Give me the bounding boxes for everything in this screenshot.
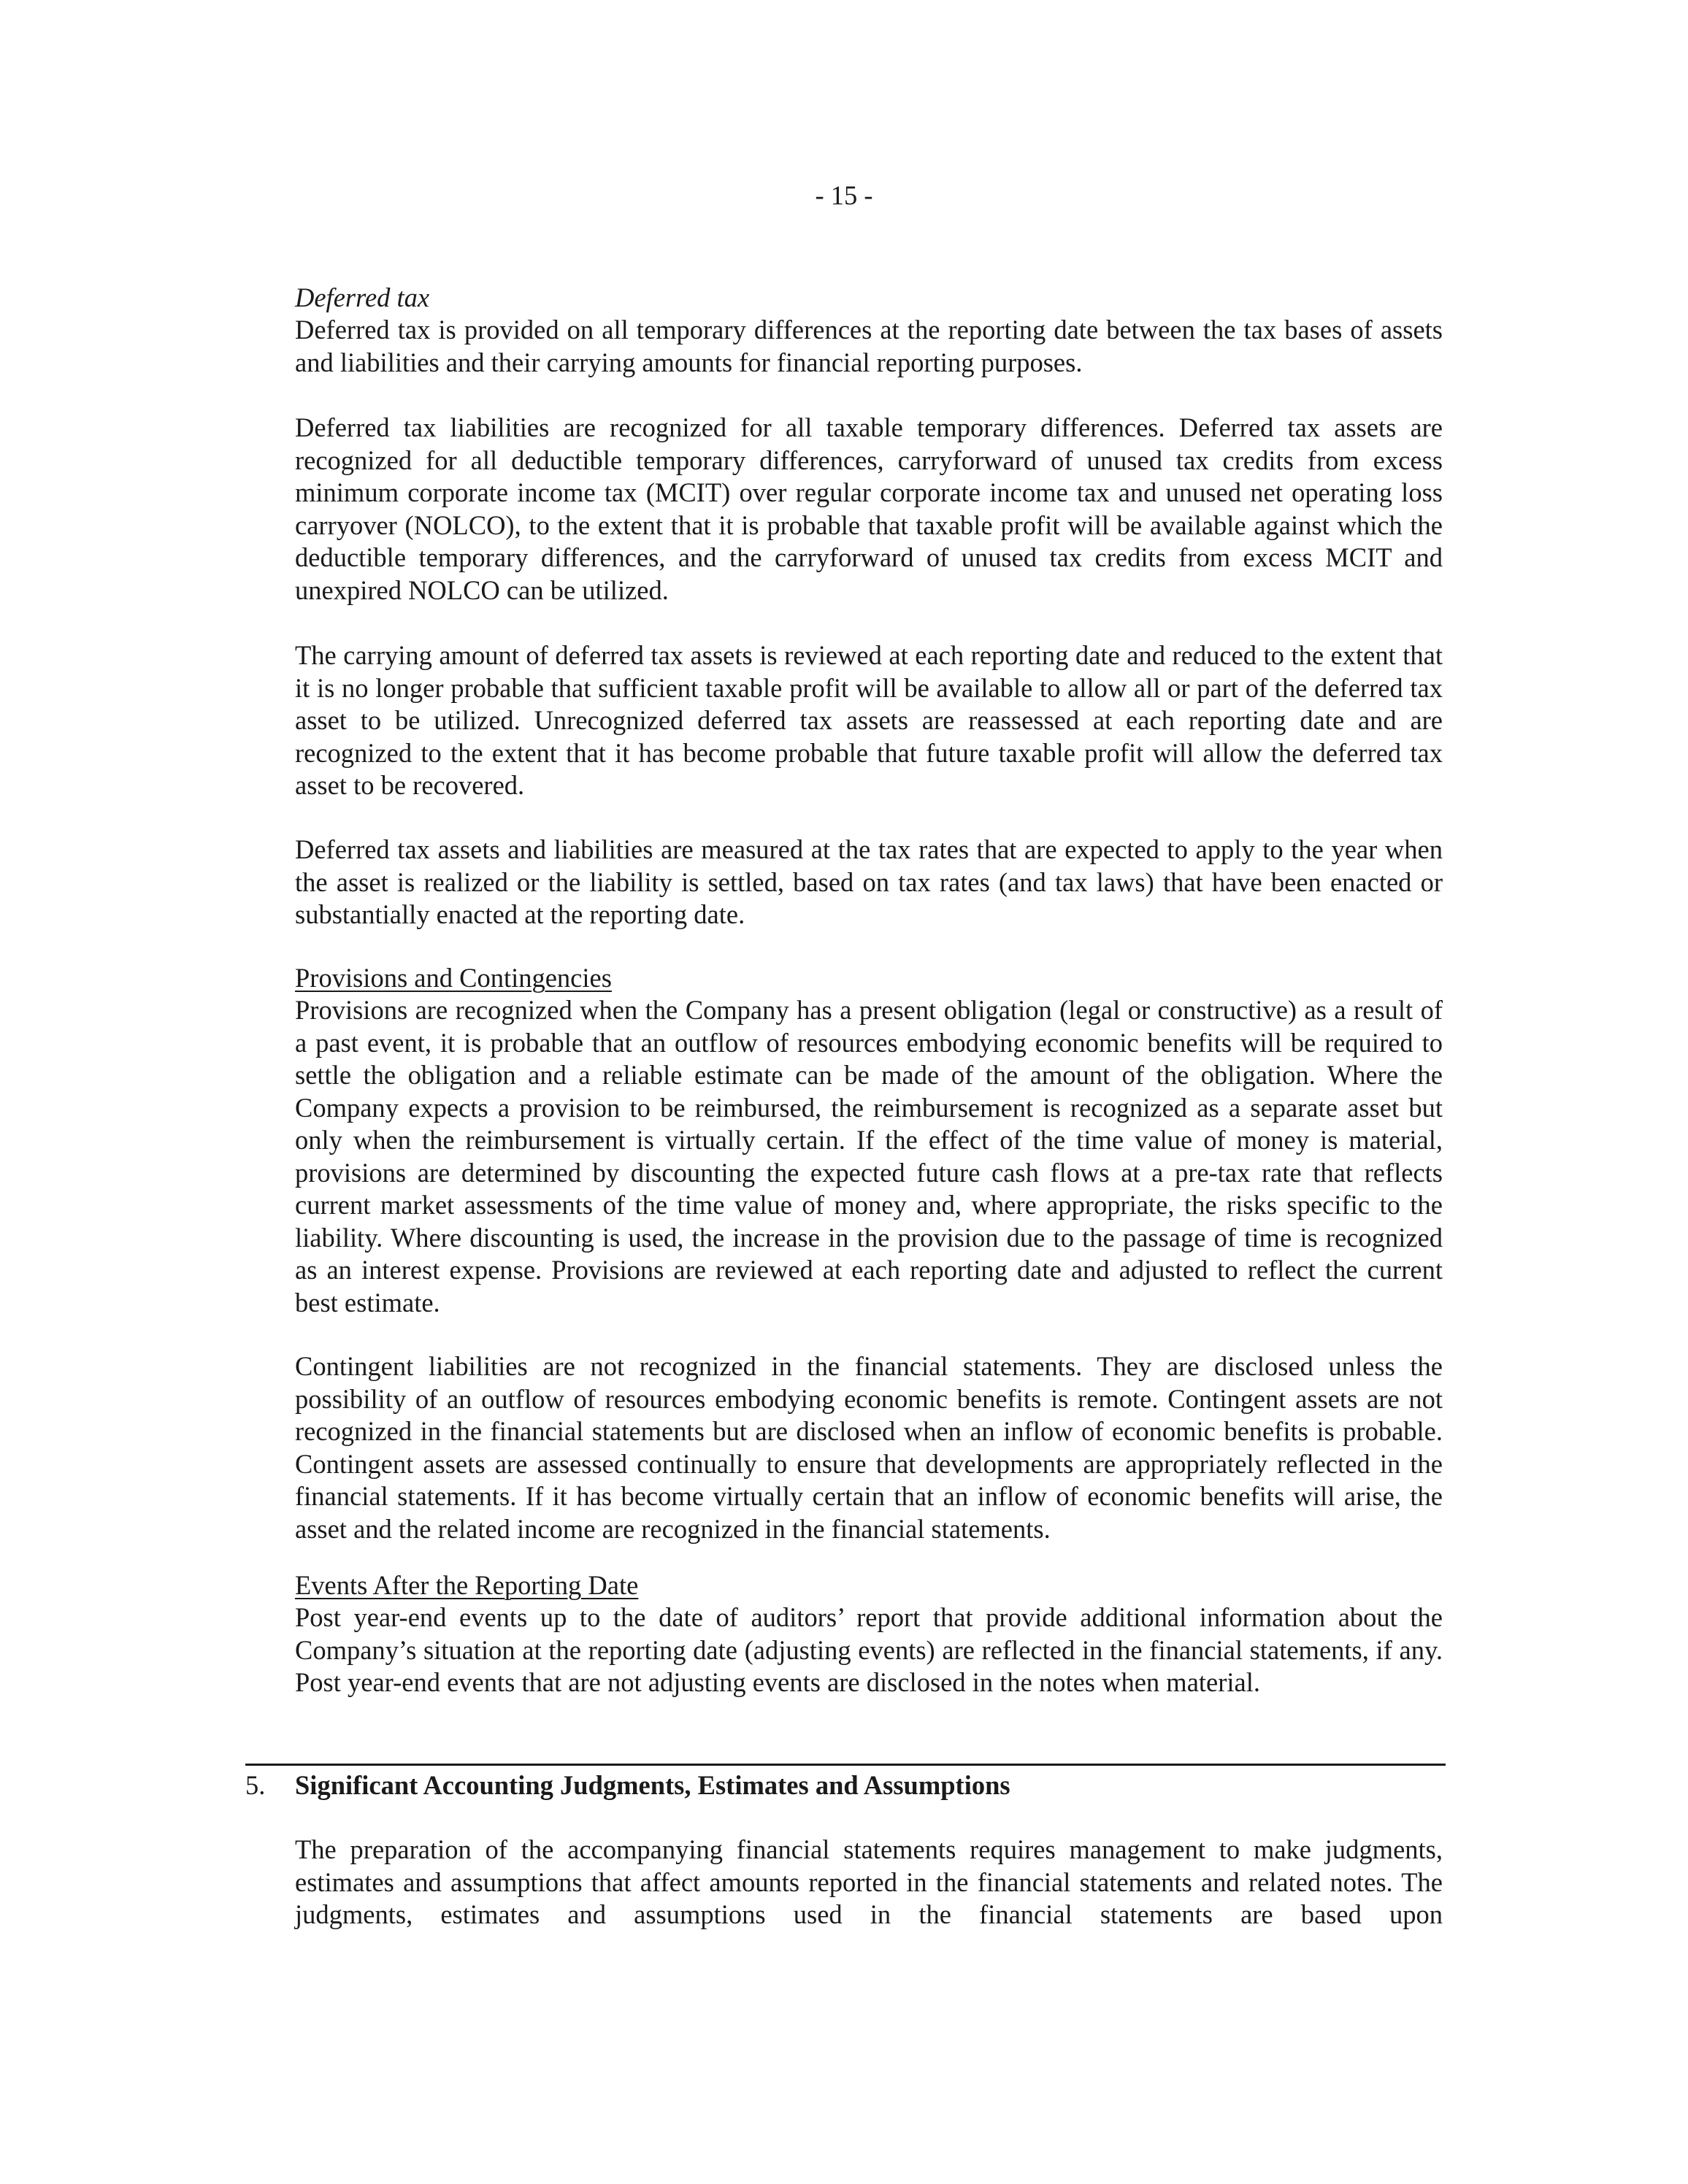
provisions-paragraph-1 — [295, 994, 1443, 1319]
deferred-tax-heading-block — [295, 282, 1443, 315]
section-divider — [245, 1764, 1446, 1766]
paragraph-text: Contingent liabilities are not recognized in the financial statements. They are disclosed unless the possibility of an outflow of resources embodying economic benefits is remote. Contingent assets are not recognized in the financial statements but are disclosed when an inflow of economic benefits is probable. Contingent assets are assessed continually to ensure that developments are appropriately reflected in the financial statements. If it has become virtually certain that an inflow of economic benefits will arise, the asset and the related income are recognized in the financial statements. — [295, 1351, 1443, 1544]
events-heading: Events After the Reporting Date — [295, 1570, 639, 1600]
deferred-tax-paragraph-1 — [295, 314, 1443, 379]
paragraph-text: Provisions are recognized when the Company has a present obligation (legal or constructive) as a result of a past event, it is probable that an outflow of resources embodying economic benefits will be required to settle the obligation and a reliable estimate can be made of the amount of the obligation. Where the Company expects a provision to be reimbursed, the reimbursement is recognized as a separate asset but only when the reimbursement is virtually certain. If the effect of the time value of money is material, provisions are determined by discounting the expected future cash flows at a pre-tax rate that reflects current market assessments of the time value of money and, where appropriate, the risks specific to the liability. Where discounting is used, the increase in the provision due to the passage of time is recognized as an interest expense. Provisions are reviewed at each reporting date and adjusted to reflect the current best estimate. — [295, 995, 1443, 1318]
paragraph-text: The preparation of the accompanying financial statements requires management to make judgments, estimates and assumptions that affect amounts reported in the financial statements and related notes. The judgments, estimates and assumptions used in the financial statements are based upon — [295, 1834, 1443, 1929]
deferred-tax-paragraph-4 — [295, 834, 1443, 931]
paragraph-text: Deferred tax assets and liabilities are measured at the tax rates that are expected to apply to the year when the asset is realized or the liability is settled, based on tax rates (and tax laws) that have been enacted or substantially enacted at the reporting date. — [295, 834, 1443, 929]
deferred-tax-paragraph-3 — [295, 639, 1443, 802]
paragraph-text: Deferred tax is provided on all temporary differences at the reporting date between the tax bases of assets and liabilities and their carrying amounts for financial reporting purposes. — [295, 315, 1443, 377]
page-number: - 15 - — [815, 180, 873, 210]
section-number: 5. — [245, 1770, 266, 1800]
events-paragraph-1 — [295, 1602, 1443, 1699]
events-heading-block — [295, 1569, 1443, 1602]
paragraph-text: Deferred tax liabilities are recognized for all taxable temporary differences. Deferred tax assets are recognized for all deductible temporary differences, carryforward of unused tax credits from excess minimum corporate income tax (MCIT) over regular corporate income tax and unused net operating loss carryover (NOLCO), to the extent that it is probable that taxable profit will be available against which the deductible temporary differences, and the carryforward of unused tax credits from excess MCIT and unexpired NOLCO can be utilized. — [295, 412, 1443, 605]
paragraph-text: Post year-end events up to the date of auditors’ report that provide additional information about the Company’s situation at the reporting date (adjusting events) are reflected in the financial statements, if any. Post year-end events that are not adjusting events are disclosed in the notes when material. — [295, 1602, 1443, 1697]
paragraph-text: The carrying amount of deferred tax assets is reviewed at each reporting date and reduced to the extent that it is no longer probable that sufficient taxable profit will be available to allow all or part of the deferred tax asset to be utilized. Unrecognized deferred tax assets are reassessed at each reporting date and are recognized to the extent that it has become probable that future taxable profit will allow the deferred tax asset to be recovered. — [295, 640, 1443, 800]
section5-paragraph — [295, 1834, 1443, 1931]
provisions-heading-block — [295, 962, 1443, 995]
provisions-heading: Provisions and Contingencies — [295, 963, 612, 993]
section-title: Significant Accounting Judgments, Estimates and Assumptions — [295, 1770, 1010, 1800]
deferred-tax-paragraph-2 — [295, 412, 1443, 607]
deferred-tax-heading: Deferred tax — [295, 282, 430, 312]
provisions-paragraph-2 — [295, 1350, 1443, 1545]
